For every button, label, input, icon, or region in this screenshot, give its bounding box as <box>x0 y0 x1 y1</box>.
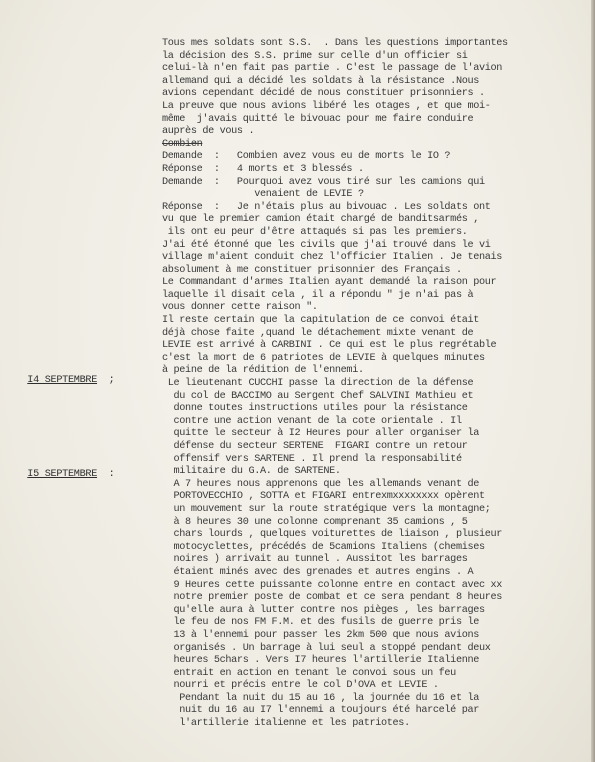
text-line: Combien <box>162 138 203 150</box>
text-line: à peine de la rédition de l'ennemi. <box>162 365 364 377</box>
text-line: ils ont eu peur d'être attaqués si pas les premiers. <box>162 226 468 238</box>
text-line: nuit du 16 au I7 l'ennemi a toujours été harcelé par <box>162 705 479 717</box>
text-line: laquelle il disait cela , il a répondu " je n'ai pas à <box>162 289 474 301</box>
text-line: La preuve que nous avions libéré les otages , et que moi- <box>162 100 491 112</box>
text-line: allemand qui a décidé les soldats à la résistance .Nous <box>162 75 479 87</box>
text-line: l'artillerie italienne et les patriotes. <box>162 718 410 730</box>
date-label: I5 SEPTEMBRE <box>27 468 98 480</box>
paragraph-qa <box>162 139 592 202</box>
text-line: défense du secteur SERTENE FIGARI contre un retour <box>162 441 468 452</box>
text-line: Tous mes soldats sont S.S. . Dans les questions importantes <box>162 38 508 49</box>
text-line: avions cependant décidé de nous constituer prisonniers . <box>162 88 485 100</box>
date-mark: : <box>108 468 115 480</box>
text-line: organisés . Un barrage à lui seul a stoppé pendant deux <box>162 642 491 654</box>
text-line: 9 Heures cette puissante colonne entre en contact avec xx <box>162 579 503 591</box>
text-line: quitte le secteur à I2 Heures pour aller organiser la <box>162 428 479 440</box>
text-line: vu que le premier camion était chargé de banditsarmés , <box>162 214 479 226</box>
text-line: Demande : Pourquoi avez vous tiré sur les camions qui <box>162 176 485 188</box>
text-line: A 7 heures nous apprenons que les allemands venant de <box>162 478 479 490</box>
text-line: Demande : Combien avez vous eu de morts le IO ? <box>162 151 451 163</box>
date-label: I4 SEPTEMBRE <box>27 374 98 386</box>
paragraph-p4 <box>162 479 592 693</box>
text-line: Le Commandant d'armes Italien ayant demandé la raison pour <box>162 277 497 289</box>
date-15-september <box>4 456 115 494</box>
text-line: celui-là n'en fait pas partie . C'est le passage de l'avion <box>162 63 503 75</box>
text-line: un mouvement sur la route stratégique vers la montagne; <box>162 503 491 515</box>
text-line: notre premier poste de combat et ce sera pendant 8 heures <box>162 592 503 604</box>
paragraph-p2 <box>162 202 592 378</box>
text-line: militaire du G.A. de SARTENE. <box>162 466 341 478</box>
text-line: J'ai été étonné que les civils que j'ai trouvé dans le vi <box>162 239 491 251</box>
text-line: heures 5chars . Vers I7 heures l'artillerie Italienne <box>162 655 479 667</box>
text-line: auprès de vous . <box>162 126 255 138</box>
text-line: absolument à me constituer prisonnier des Français . <box>162 264 462 276</box>
text-line: Réponse : 4 morts et 3 blessés . <box>162 163 364 175</box>
text-line: 13 à l'ennemi pour passer les 2km 500 que nous avions <box>162 629 479 641</box>
text-line: étaient minés avec des grenades et autres engins . A <box>162 566 474 578</box>
text-line: PORTOVECCHIO , SOTTA et FIGARI entrexmxxxxxxxx opèrent <box>162 491 485 503</box>
text-line: le feu de nos FM F.M. et des fusils de guerre pris le <box>162 617 479 629</box>
text-line: vous donner cette raison ". <box>162 302 318 314</box>
text-line: Réponse : Je n'étais plus au bivouac . Les soldats ont <box>162 201 491 213</box>
text-line: nourri et précis entre le col D'OVA et LEVIE . <box>162 680 439 692</box>
text-line: qu'elle aura à lutter contre nos pièges , les barrages <box>162 604 485 616</box>
text-line: contre une action venant de la cote orientale . Il <box>162 415 462 427</box>
text-line: déjà chose faite ,quand le détachement mixte venant de <box>162 327 474 339</box>
text-line: Le lieutenant CUCCHI passe la direction de la défense <box>162 378 474 390</box>
text-line: village m'aient conduit chez l'officier Italien . Je tenais <box>162 252 503 264</box>
typed-report-text <box>162 38 592 731</box>
text-line: entrait en action en tenant le convoi sous un feu <box>162 667 456 679</box>
text-line: même j'avais quitté le bivouac pour me faire conduire <box>162 113 474 125</box>
date-14-september <box>4 362 115 400</box>
text-line: c'est la mort de 6 patriotes de LEVIE à quelques minutes <box>162 352 485 364</box>
text-line: à 8 heures 30 une colonne comprenant 35 camions , 5 <box>162 516 468 528</box>
paragraph-p5 <box>162 693 592 731</box>
paragraph-p1 <box>162 38 592 139</box>
text-line: la décision des S.S. prime sur celle d'un officier si <box>162 50 468 62</box>
text-line: Pendant la nuit du 15 au 16 , la journée du 16 et la <box>162 692 479 704</box>
text-line: venaient de LEVIE ? <box>162 189 364 201</box>
text-line: Il reste certain que la capitulation de ce convoi était <box>162 315 479 327</box>
text-line: noires ) arrivait au tunnel . Aussitot les barrages <box>162 554 468 566</box>
text-line: motocyclettes, précédés de 5camions Italiens (chemises <box>162 541 485 553</box>
text-line: chars lourds , quelques voiturettes de liaison , plusieur <box>162 529 503 541</box>
date-mark: ; <box>108 374 115 386</box>
text-line: du col de BACCIMO au Sergent Chef SALVINI Mathieu et <box>162 390 474 402</box>
text-line: offensif vers SARTENE . Il prend la responsabilité <box>162 453 462 465</box>
text-line: donne toutes instructions utiles pour la résistance <box>162 403 468 415</box>
text-line: LEVIE est arrivé à CARBINI . Ce qui est le plus regrétable <box>162 340 497 352</box>
paragraph-p3 <box>162 378 592 479</box>
